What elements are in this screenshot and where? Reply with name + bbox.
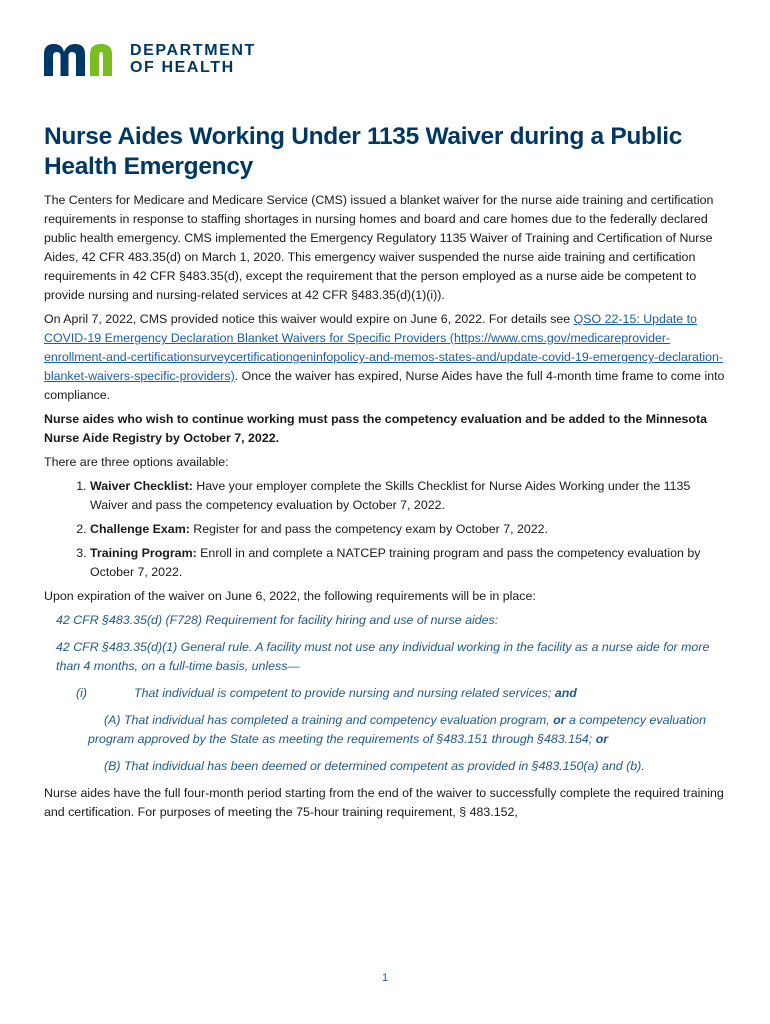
page-title: Nurse Aides Working Under 1135 Waiver during a Public Health Emergency <box>44 123 683 180</box>
regulation-clause-a <box>44 711 726 749</box>
qso-22-15-link[interactable]: QSO 22-15: Update to COVID-19 Emergency Declaration Blanket Waivers for Specific Providers (https://www.cms.gov/medicareprovider-enrollment-and-certificationsurveycertificationgeninfopolicy-and-memos-states-and/update-covid-19-emergency-declaration-blanket-waivers-specific-providers) <box>44 312 724 383</box>
option-text: Enroll in and complete a NATCEP training program and pass the competency evaluation by October 7, 2022. <box>90 546 701 579</box>
option-label: Waiver Checklist: <box>90 479 193 493</box>
document-body <box>44 191 726 827</box>
regulation-clause-i <box>44 684 726 703</box>
notice-paragraph <box>44 310 726 405</box>
requirements-intro: Upon expiration of the waiver on June 6, 2022, the following requirements will be in place: <box>44 589 536 603</box>
options-intro: There are three options available: <box>44 455 229 469</box>
options-list <box>44 477 726 582</box>
clause-a-or: or <box>553 713 566 727</box>
notice-text-before: On April 7, 2022, CMS provided notice this waiver would expire on June 6, 2022. For details see <box>44 312 574 326</box>
closing-paragraph: Nurse aides have the full four-month period starting from the end of the waiver to successfully complete the required training and certification. For purposes of meeting the 75-hour training requirement, § 483.152, <box>44 786 724 819</box>
clause-number: (i) <box>76 686 88 700</box>
deadline-paragraph: Nurse aides who wish to continue working must pass the competency evaluation and be added to the Minnesota Nurse Aide Registry by October 7, 2022. <box>44 412 708 445</box>
clause-conjunction: and <box>554 686 577 700</box>
regulation-heading: 42 CFR §483.35(d) (F728) Requirement for facility hiring and use of nurse aides: <box>56 613 499 627</box>
clause-a-text: (A) That individual has completed a training and competency evaluation program, <box>104 713 550 727</box>
regulation-general-rule: 42 CFR §483.35(d)(1) General rule. A facility must not use any individual working in the facility as a nurse aide for more than 4 months, on a full-time basis, unless— <box>56 640 710 673</box>
intro-paragraph: The Centers for Medicare and Medicare Service (CMS) issued a blanket waiver for the nurse aide training and certification requirements in response to staffing shortages in nursing homes and board and care homes due to the federally declared public health emergency. CMS implemented the Emergency Regulatory 1135 Waiver of Training and Certification of Nurse Aides, 42 CFR 483.35(d) on March 1, 2020. This emergency waiver suspended the nurse aide training and certification requirements in 42 CFR §483.35(d), except the requirement that the person employed as a nurse aide be competent to provide nursing and nursing-related services at 42 CFR §483.35(d)(1)(i)). <box>44 193 714 302</box>
logo-line-1: DEPARTMENT <box>130 42 256 59</box>
list-item <box>90 520 726 539</box>
option-text: Have your employer complete the Skills Checklist for Nurse Aides Working under the 1135 Waiver and pass the competency evaluation by October 7, 2022. <box>90 479 691 512</box>
option-label: Training Program: <box>90 546 197 560</box>
clause-a-or-2: or <box>595 732 609 746</box>
clause-a-text-2: a competency evaluation program approved by the State as meeting the requirements of §483.151 through §483.154; <box>88 713 707 746</box>
option-text: Register for and pass the competency exam by October 7, 2022. <box>189 522 549 536</box>
mdh-logo <box>44 42 256 76</box>
notice-text-after: . Once the waiver has expired, Nurse Aides have the full 4-month time frame to come into compliance. <box>44 369 725 402</box>
page-number: 1 <box>381 972 389 984</box>
option-label: Challenge Exam: <box>90 522 190 536</box>
logo-line-2: OF HEALTH <box>130 59 235 76</box>
regulation-excerpt <box>44 611 726 776</box>
regulation-clause-b: (B) That individual has been deemed or determined competent as provided in §483.150(a) and (b). <box>104 759 645 773</box>
mn-logo-mark-icon <box>44 42 122 76</box>
list-item <box>90 544 726 582</box>
list-item <box>90 477 726 515</box>
clause-text: That individual is competent to provide nursing and nursing related services; <box>134 686 552 700</box>
